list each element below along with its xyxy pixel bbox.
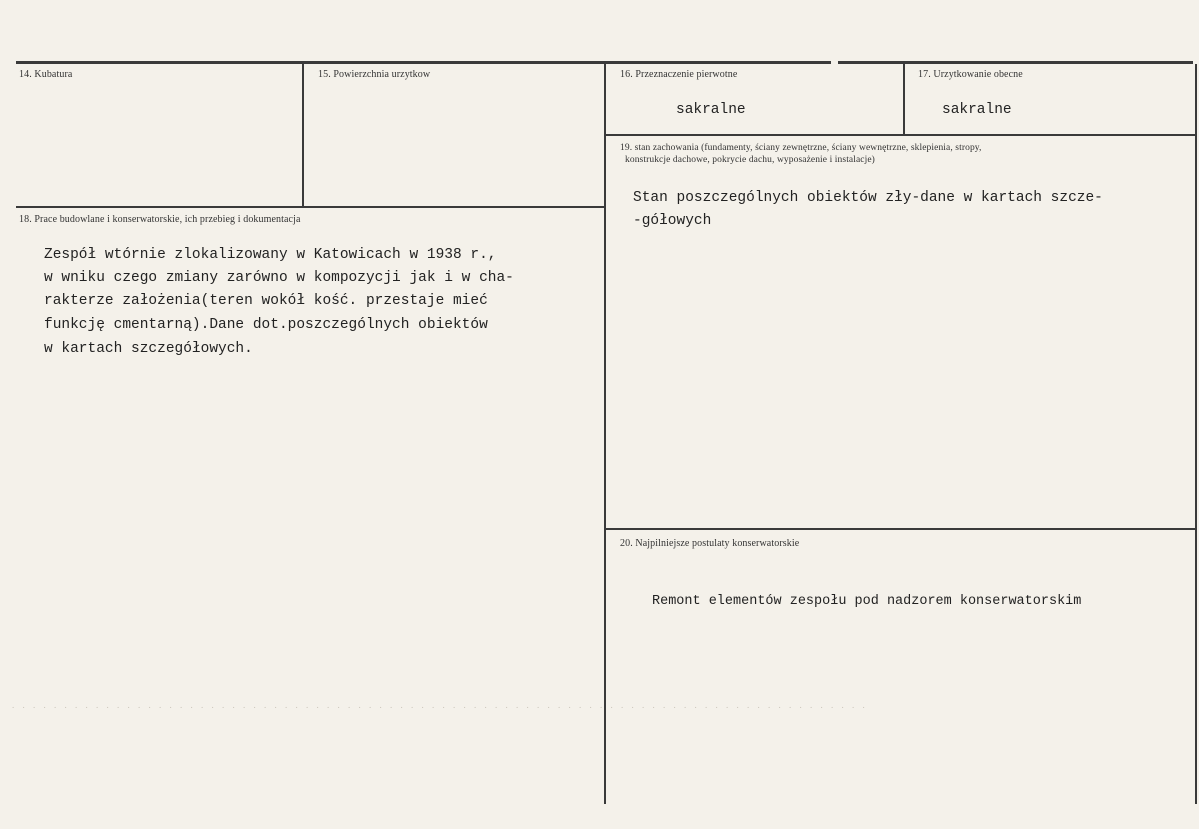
field-18-line: Zespół wtórnie zlokalizowany w Katowicach w 1938 r., — [44, 247, 497, 263]
field-19-label-line1: 19. stan zachowania (fundamenty, ściany zewnętrzne, ściany wewnętrzne, sklepienia, stropy, — [620, 143, 982, 153]
field-17-value: sakralne — [942, 102, 1012, 118]
divider-col-16-17 — [903, 64, 905, 135]
divider-row2-right — [606, 528, 1196, 530]
field-16-label: 16. Przeznaczenie pierwotne — [620, 69, 738, 80]
field-18-line: rakterze założenia(teren wokół kość. przestaje mieć — [44, 293, 488, 309]
field-14-label: 14. Kubatura — [19, 69, 73, 80]
field-19-line: Stan poszczególnych obiektów zły-dane w kartach szcze- — [633, 190, 1103, 206]
field-15-label: 15. Powierzchnia urzytkow — [318, 69, 431, 80]
field-20-label: 20. Najpilniejsze postulaty konserwatorskie — [620, 538, 800, 549]
field-18-line: funkcję cmentarną).Dane dot.poszczególnych obiektów — [44, 317, 488, 333]
field-18-line: w wniku czego zmiany zarówno w kompozycji jak i w cha- — [44, 270, 514, 286]
divider-col-14-15 — [302, 64, 304, 208]
divider-col-main — [604, 64, 606, 804]
top-border-right — [838, 61, 1193, 64]
dotted-guide: . . . . . . . . . . . . . . . . . . . . . . . . . . . . . . . . . . . . . . . . . . . . . . . . . . . . . . . . . . . . . . . . . . . . . . . . . . . . . . . . . . — [12, 700, 868, 710]
field-16-value: sakralne — [676, 102, 746, 118]
field-20-value: Remont elementów zespołu pod nadzorem konserwatorskim — [652, 594, 1082, 609]
field-19-label-line2: konstrukcje dachowe, pokrycie dachu, wyposażenie i instalacje) — [625, 155, 875, 165]
right-border — [1195, 64, 1197, 804]
field-17-label: 17. Urzytkowanie obecne — [918, 69, 1023, 80]
top-border-left — [16, 61, 831, 64]
field-18-label: 18. Prace budowlane i konserwatorskie, ich przebieg i dokumentacja — [19, 214, 301, 225]
field-18-line: w kartach szczegółowych. — [44, 341, 253, 357]
divider-row1-left — [16, 206, 604, 208]
divider-row1-right — [606, 134, 1196, 136]
field-19-line: -gółowych — [633, 213, 712, 229]
